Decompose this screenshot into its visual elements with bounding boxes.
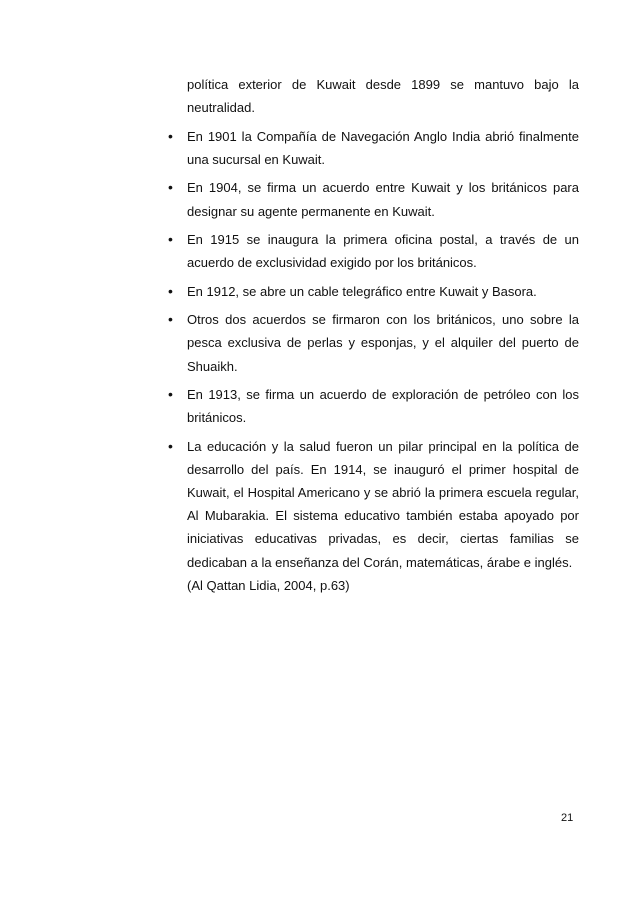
bullet-icon: • bbox=[168, 231, 173, 248]
text-line: británicos. bbox=[187, 410, 247, 426]
text-line: En 1901 la Compañía de Navegación Anglo India abrió finalmente bbox=[187, 128, 579, 144]
list-item bbox=[168, 435, 579, 597]
list-item bbox=[168, 280, 579, 303]
bullet-icon: • bbox=[168, 311, 173, 328]
list-item bbox=[168, 228, 579, 274]
text-line: designar su agente permanente en Kuwait. bbox=[187, 203, 435, 219]
list-item bbox=[168, 308, 579, 378]
text-line: pesca exclusiva de perlas y esponjas, y el alquiler del puerto de bbox=[187, 335, 579, 351]
text-line: una sucursal en Kuwait. bbox=[187, 151, 326, 167]
citation-line: (Al Qattan Lidia, 2004, p.63) bbox=[187, 577, 350, 593]
text-line: iniciativas educativas privadas, es decir, ciertas familias se bbox=[187, 531, 579, 547]
list-item bbox=[168, 383, 579, 429]
page-number: 21 bbox=[561, 812, 574, 824]
text-line: En 1913, se firma un acuerdo de exploración de petróleo con los bbox=[187, 387, 579, 403]
text-line: política exterior de Kuwait desde 1899 se mantuvo bajo la bbox=[187, 77, 579, 92]
bullet-icon: • bbox=[168, 386, 173, 403]
text-line: Shuaikh. bbox=[187, 358, 238, 374]
text-line: En 1915 se inaugura la primera oficina postal, a través de un bbox=[187, 232, 579, 248]
bullet-icon: • bbox=[168, 127, 173, 144]
list-item bbox=[168, 125, 579, 171]
text-line: En 1904, se firma un acuerdo entre Kuwait y los británicos para bbox=[187, 180, 579, 196]
continuation-paragraph bbox=[187, 73, 579, 119]
text-line: Otros dos acuerdos se firmaron con los británicos, uno sobre la bbox=[187, 312, 579, 328]
text-line: Al Mubarakia. El sistema educativo también estaba apoyado por bbox=[187, 508, 579, 524]
text-line: La educación y la salud fueron un pilar principal en la política de bbox=[187, 438, 579, 454]
text-line: acuerdo de exclusividad exigido por los británicos. bbox=[187, 255, 477, 271]
list-item bbox=[168, 176, 579, 222]
bullet-icon: • bbox=[168, 437, 173, 454]
bullet-icon: • bbox=[168, 179, 173, 196]
text-line: neutralidad. bbox=[187, 100, 255, 116]
bullet-icon: • bbox=[168, 282, 173, 299]
text-line: desarrollo del país. En 1914, se inauguró el primer hospital de bbox=[187, 461, 579, 477]
text-line: Kuwait, el Hospital Americano y se abrió la primera escuela regular, bbox=[187, 485, 579, 501]
text-line: En 1912, se abre un cable telegráfico entre Kuwait y Basora. bbox=[187, 283, 537, 299]
document-body bbox=[168, 73, 579, 602]
text-line: dedicaban a la enseñanza del Corán, matemáticas, árabe e inglés. bbox=[187, 554, 573, 570]
